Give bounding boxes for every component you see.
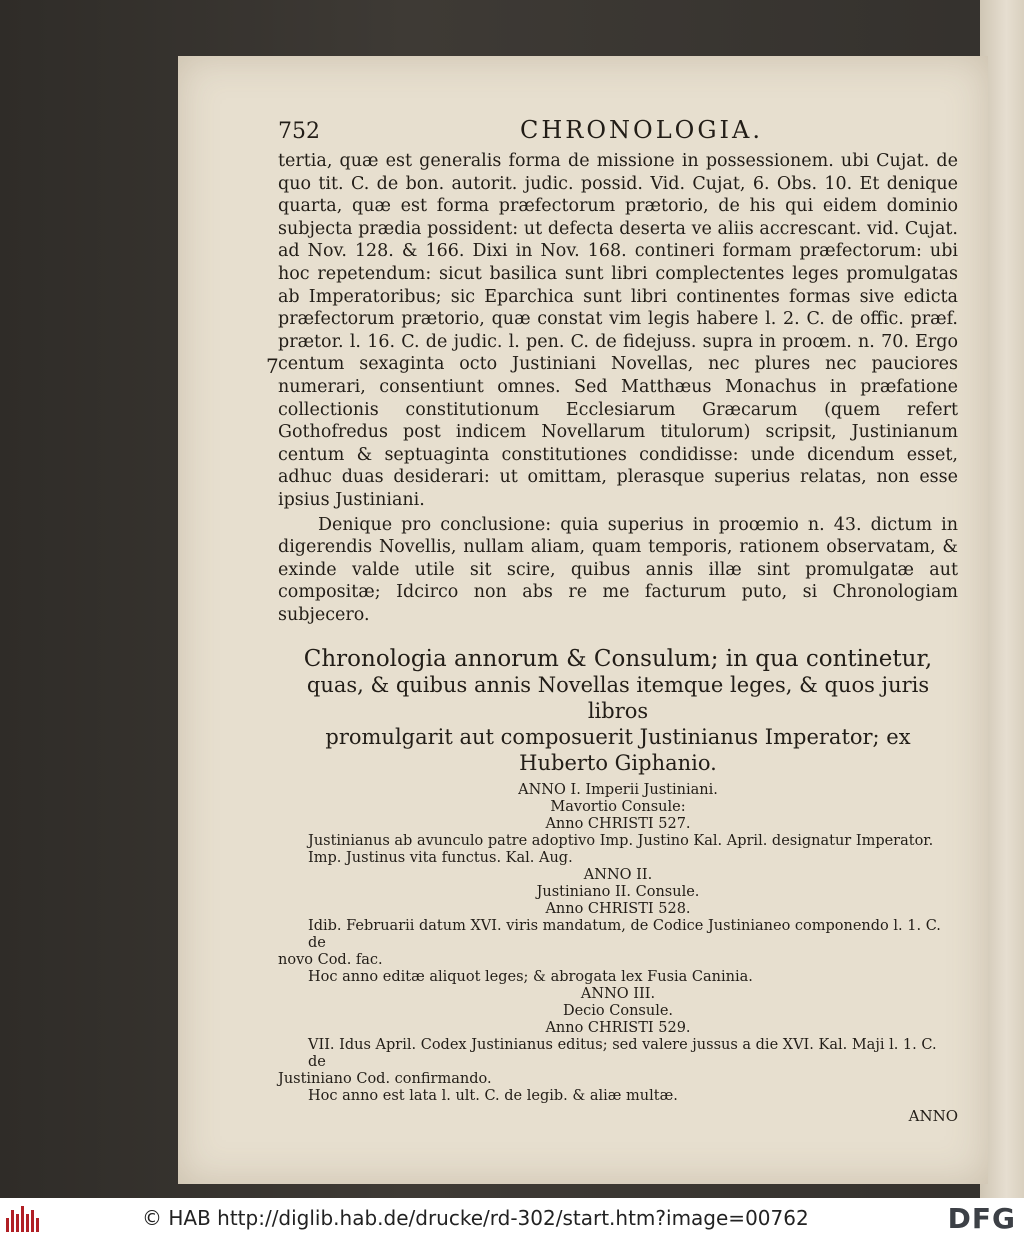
chronology-entry: Hoc anno est lata l. ult. C. de legib. & aliæ multæ. [308,1088,678,1105]
chronology-heading: Decio Consule. [562,1003,674,1020]
chronology-list [278,782,958,1105]
catchword: ANNO [908,1107,958,1126]
book-page [178,56,988,1184]
chronology-heading: ANNO I. Imperii Justiniani. [518,782,718,799]
chronology-heading: Justiniano II. Consule. [536,884,700,901]
section-title-line: Chronologia annorum & Consulum; in qua continetur, [303,646,933,673]
chronology-entry: novo Cod. fac. [278,952,383,969]
footer-bar [0,1198,1024,1238]
chronology-entry: Justinianus ab avunculo patre adoptivo Imp. Justino Kal. April. designatur Imperator. [308,833,934,850]
page-header [278,116,958,150]
page-number: 752 [278,119,320,144]
copyright-link[interactable]: © HAB http://diglib.hab.de/drucke/rd-302/start.htm?image=00762 [142,1206,809,1230]
paragraph: Denique pro conclusione: quia superius in proœmio n. 43. dictum in digerendis Novellis, nullam aliam, quam temporis, rationem observatam, & exinde valde utile sit scire, quibus annis illæ sint promulgatæ aut compositæ; Idcirco non abs re me facturum puto, si Chronologiam subjecero. [278,514,958,625]
running-head: CHRONOLOGIA. [520,116,763,144]
chronology-entry: Imp. Justinus vita functus. Kal. Aug. [308,850,573,867]
dfg-logo: DFG [947,1202,1016,1235]
chronology-entry: Hoc anno editæ aliquot leges; & abrogata lex Fusia Caninia. [308,969,753,986]
margin-number: 7 [266,354,279,378]
chronology-heading: ANNO III. [580,986,656,1003]
body-text [278,150,958,626]
chronology-heading: ANNO II. [583,867,653,884]
chronology-heading: Anno CHRISTI 529. [545,1020,691,1037]
chronology-entry: Justiniano Cod. confirmando. [278,1071,492,1088]
chronology-heading: Mavortio Consule: [550,799,686,816]
page-content [278,116,958,1125]
chronology-entry: Idib. Februarii datum XVI. viris mandatum, de Codice Justinianeo componendo l. 1. C. de [308,918,941,952]
section-title-line: quas, & quibus annis Novellas itemque leges, & quos juris libros [306,673,930,724]
hab-logo-icon [6,1204,42,1232]
chronology-heading: Anno CHRISTI 528. [545,901,691,918]
paragraph: tertia, quæ est generalis forma de missione in possessionem. ubi Cujat. de quo tit. C. de bon. autorit. judic. possid. Vid. Cujat, 6. Obs. 10. Et denique quarta, quæ est forma præfectorum prætorio, de his qui eidem dominio subjecta prædia possident: ut defecta deserta ve aliis accrescant. vid. Cujat. ad Nov. 128. & 166. Dixi in Nov. 168. contineri formam præfectorum: ubi hoc repetendum: sicut basilica sunt libri complectentes leges promulgatas ab Imperatoribus; sic Eparchica sunt libri continentes formas sive edicta præfectorum prætorio, quæ constat vim legis habere l. 2. C. de offic. præf. prætor. l. 16. C. de judic. l. pen. C. de fidejuss. supra in proœm. n. 70. Ergo centum sexaginta octo Justiniani Novellas, nec plures nec pauciores numerari, consentiunt omnes. Sed Matthæus Monachus in præfatione collectionis constitutionum Ecclesiarum Græcarum (quem refert Gothofredus post indicem Novellarum titulorum) scripsit, Justinianum centum & septuaginta constitutiones condidisse: unde dicendum esset, adhuc duas desiderari: ut omittam, plerasque superius relatas, non esse ipsius Justiniani. [278,151,958,510]
section-title-line: promulgarit aut composuerit Justinianus Imperator; ex Huberto Giphanio. [325,725,911,776]
chronology-heading: Anno CHRISTI 527. [545,816,691,833]
section-title [278,646,958,776]
chronology-entry: VII. Idus April. Codex Justinianus editus; sed valere jussus a die XVI. Kal. Maji l. 1. C. de [308,1037,937,1071]
